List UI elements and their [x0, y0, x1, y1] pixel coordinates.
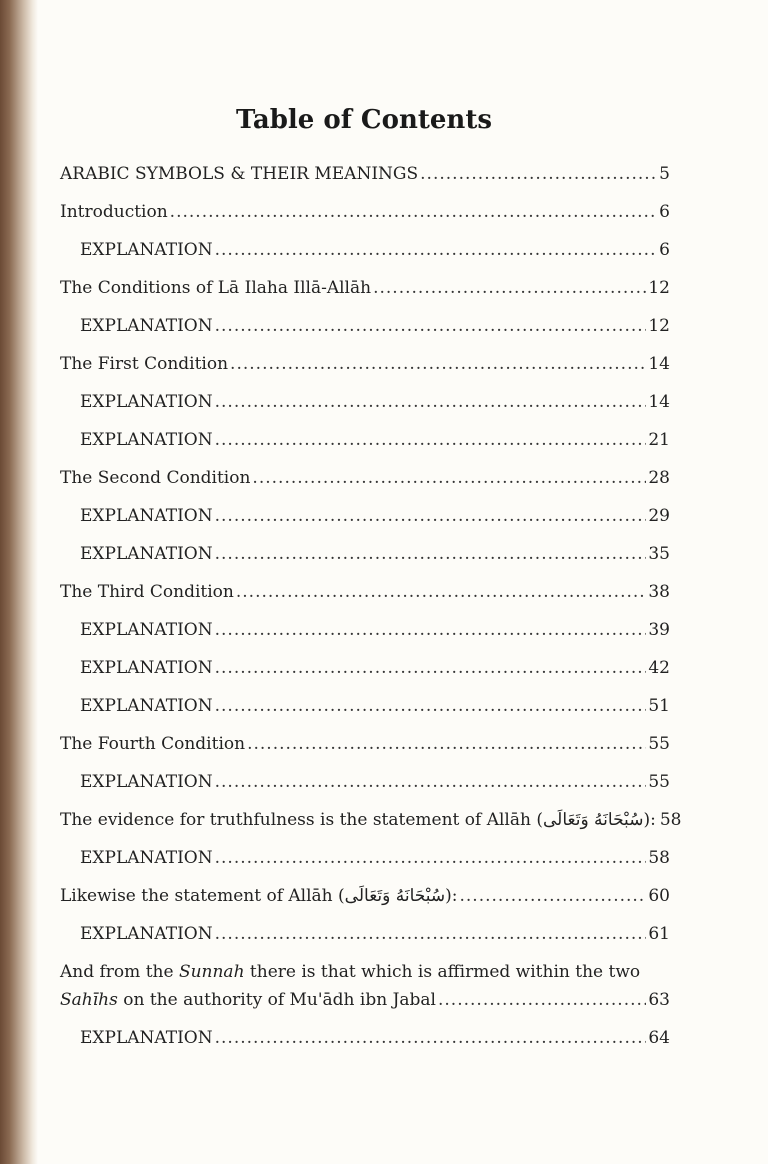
toc-page-number: 55 — [648, 734, 670, 754]
table-of-contents — [60, 164, 682, 1066]
leader-dots — [170, 202, 656, 222]
toc-entry[interactable] — [60, 202, 670, 240]
toc-page-number: 64 — [648, 1028, 670, 1048]
toc-entry[interactable] — [60, 582, 670, 620]
leader-dots — [215, 772, 647, 792]
toc-page-number: 61 — [648, 924, 670, 944]
toc-entry-label: EXPLANATION — [80, 506, 213, 526]
toc-page-number: 29 — [648, 506, 670, 526]
toc-page-number: 21 — [648, 430, 670, 450]
leader-dots — [215, 430, 647, 450]
toc-entry[interactable] — [60, 962, 670, 1028]
toc-entry-label: ARABIC SYMBOLS & THEIR MEANINGS — [60, 164, 419, 184]
toc-entry-label-line2: Sahīhs on the authority of Mu'ādh ibn Jabal ..... 63 — [60, 990, 670, 1022]
toc-entry-label: The Third Condition — [60, 582, 234, 602]
toc-entry-label: The Fourth Condition — [60, 734, 246, 754]
leader-dots — [215, 544, 647, 564]
toc-entry-label: The Conditions of Lā Ilaha Illā-Allāh — [60, 278, 372, 298]
toc-entry-label: EXPLANATION — [80, 316, 213, 336]
toc-entry-label: The evidence for truthfulness is the statement of Allāh (سُبْحَانَهُ وَتَعَالَى): — [60, 810, 656, 830]
toc-page-number: 14 — [648, 392, 670, 412]
leader-dots — [215, 392, 647, 412]
leader-dots — [215, 924, 647, 944]
leader-dots — [438, 990, 646, 1010]
toc-entry-label: EXPLANATION — [80, 772, 213, 792]
toc-subentry[interactable] — [60, 1028, 670, 1066]
sahihs-term: Sahīhs — [60, 990, 118, 1010]
leader-dots — [252, 468, 646, 488]
toc-entry-label: EXPLANATION — [80, 848, 213, 868]
toc-page-number: 55 — [648, 772, 670, 792]
toc-entry-label: EXPLANATION — [80, 924, 213, 944]
toc-subentry[interactable] — [60, 924, 670, 962]
toc-page-number: 6 — [659, 202, 670, 222]
toc-page-number: 58 — [659, 810, 682, 830]
toc-subentry[interactable] — [60, 506, 670, 544]
toc-page-number: 38 — [648, 582, 670, 602]
toc-subentry[interactable] — [60, 696, 670, 734]
leader-dots — [247, 734, 646, 754]
leader-dots — [215, 696, 647, 716]
toc-entry[interactable] — [60, 468, 670, 506]
toc-page-number: 28 — [648, 468, 670, 488]
toc-page-number: 14 — [648, 354, 670, 374]
toc-page-number: 6 — [659, 240, 670, 260]
toc-page-number: 5 — [659, 164, 670, 184]
leader-dots — [230, 354, 646, 374]
leader-dots — [460, 886, 647, 906]
book-binding-shadow — [0, 0, 38, 1164]
toc-entry-label-line1: And from the Sunnah there is that which is affirmed within the two — [60, 962, 641, 982]
leader-dots — [215, 240, 656, 260]
leader-dots — [420, 164, 656, 184]
toc-page-number: 60 — [648, 886, 670, 906]
toc-entry[interactable] — [60, 886, 670, 924]
leader-dots — [215, 316, 647, 336]
toc-entry-label: Likewise the statement of Allāh (سُبْحَانَهُ وَتَعَالَى): — [60, 886, 458, 906]
toc-subentry[interactable] — [60, 316, 670, 354]
leader-dots — [215, 1028, 647, 1048]
toc-subentry[interactable] — [60, 430, 670, 468]
toc-page-number: 35 — [648, 544, 670, 564]
toc-entry-label: The First Condition — [60, 354, 229, 374]
toc-subentry[interactable] — [60, 848, 670, 886]
toc-subentry[interactable] — [60, 544, 670, 582]
toc-page-number: 58 — [648, 848, 670, 868]
toc-entry[interactable] — [60, 810, 682, 848]
toc-page-number: 12 — [648, 278, 670, 298]
toc-entry[interactable] — [60, 734, 670, 772]
leader-dots — [215, 506, 647, 526]
leader-dots — [215, 620, 647, 640]
toc-entry-label: EXPLANATION — [80, 544, 213, 564]
leader-dots — [215, 658, 647, 678]
toc-page-number: 39 — [648, 620, 670, 640]
toc-subentry[interactable] — [60, 658, 670, 696]
toc-page-number: 12 — [648, 316, 670, 336]
sunnah-term: Sunnah — [178, 962, 245, 982]
toc-subentry[interactable] — [60, 620, 670, 658]
toc-entry-label: EXPLANATION — [80, 430, 213, 450]
toc-subentry[interactable] — [60, 772, 670, 810]
toc-entry[interactable] — [60, 354, 670, 392]
leader-dots — [373, 278, 646, 298]
toc-page-number: 51 — [648, 696, 670, 716]
toc-page-number: 42 — [648, 658, 670, 678]
toc-subentry[interactable] — [60, 392, 670, 430]
toc-entry-label: The Second Condition — [60, 468, 251, 488]
toc-entry-label: EXPLANATION — [80, 620, 213, 640]
toc-entry-label: Introduction — [60, 202, 168, 222]
toc-page-number: 63 — [648, 990, 670, 1010]
toc-entry-label: EXPLANATION — [80, 1028, 213, 1048]
toc-entry[interactable] — [60, 278, 670, 316]
leader-dots — [215, 848, 647, 868]
toc-entry-label: EXPLANATION — [80, 392, 213, 412]
leader-dots — [236, 582, 647, 602]
toc-entry-label: EXPLANATION — [80, 696, 213, 716]
page-title: Table of Contents — [236, 105, 492, 136]
toc-entry-label: EXPLANATION — [80, 240, 213, 260]
toc-entry-label: EXPLANATION — [80, 658, 213, 678]
toc-entry[interactable] — [60, 164, 670, 202]
toc-subentry[interactable] — [60, 240, 670, 278]
